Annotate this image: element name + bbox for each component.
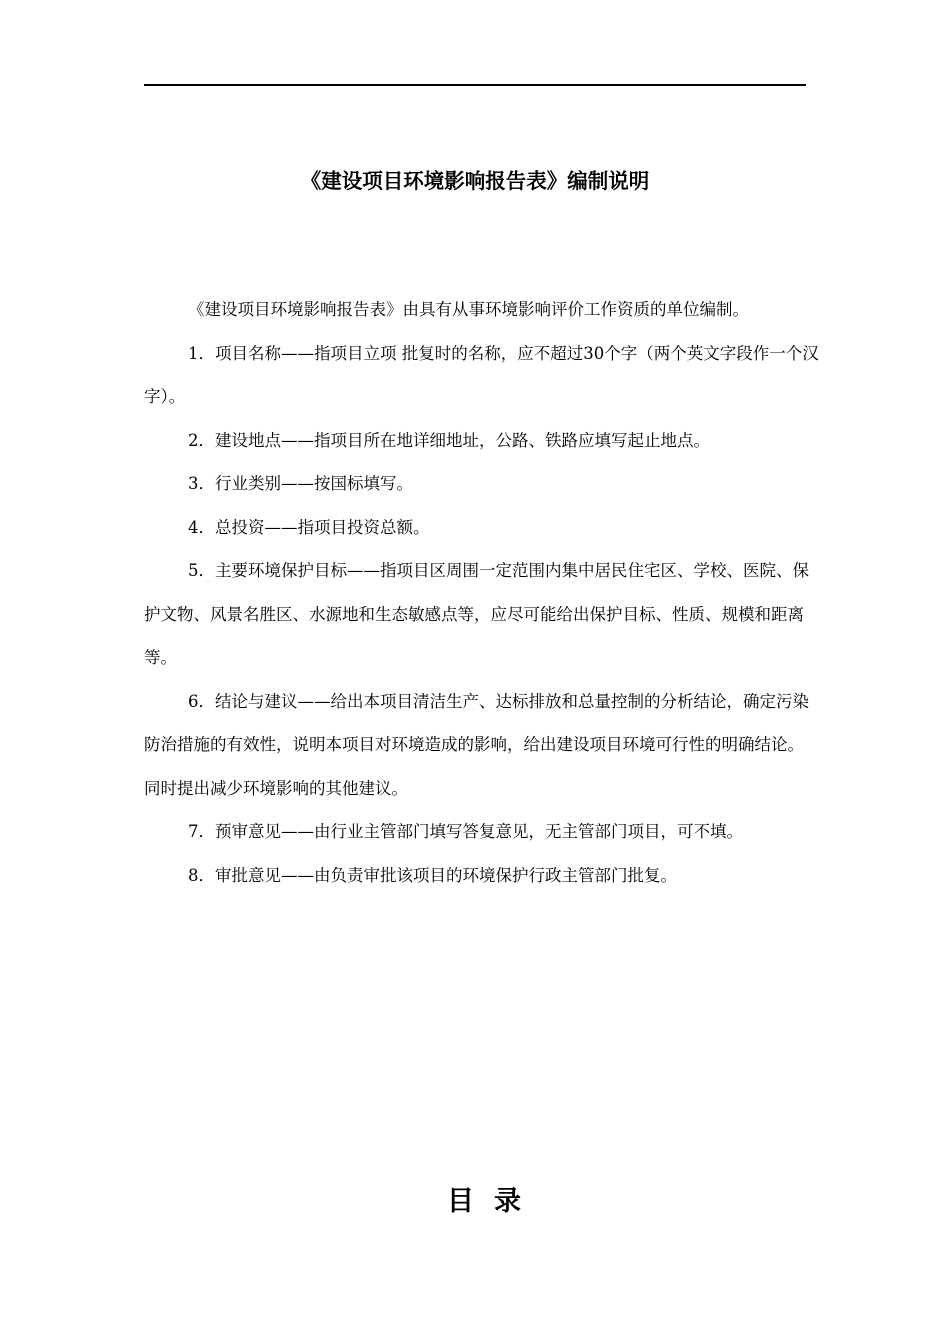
item-industry-category: 3．行业类别——按国标填写。: [188, 474, 413, 493]
document-body: [144, 288, 820, 897]
item-protection-targets: 5．主要环境保护目标——指项目区周围一定范围内集中居民住宅区、学校、医院、保护文物、风景名胜区、水源地和生态敏感点等，应尽可能给出保护目标、性质、规模和距离等。: [144, 561, 809, 667]
item-project-name: 1．项目名称——指项目立项 批复时的名称，应不超过30个字（两个英文字段作一个汉字）。: [144, 343, 819, 406]
item-pre-review: 7．预审意见——由行业主管部门填写答复意见，无主管部门项目，可不填。: [188, 822, 743, 841]
intro-paragraph: 《建设项目环境影响报告表》由具有从事环境影响评价工作资质的单位编制。: [188, 300, 749, 319]
toc-heading: 目录: [447, 1186, 541, 1217]
item-construction-site: 2．建设地点——指项目所在地详细地址，公路、铁路应填写起止地点。: [188, 430, 710, 450]
document-title: 《建设项目环境影响报告表》编制说明: [300, 169, 650, 193]
item-total-investment: 4．总投资——指项目投资总额。: [188, 517, 430, 537]
item-conclusions: 6．结论与建议——给出本项目清洁生产、达标排放和总量控制的分析结论，确定污染防治措施的有效性，说明本项目对环境造成的影响，给出建设项目环境可行性的明确结论。同时提出减少环境影响的其他建议。: [144, 691, 809, 798]
header-rule: [144, 84, 806, 86]
item-approval: 8．审批意见——由负责审批该项目的环境保护行政主管部门批复。: [188, 865, 677, 885]
